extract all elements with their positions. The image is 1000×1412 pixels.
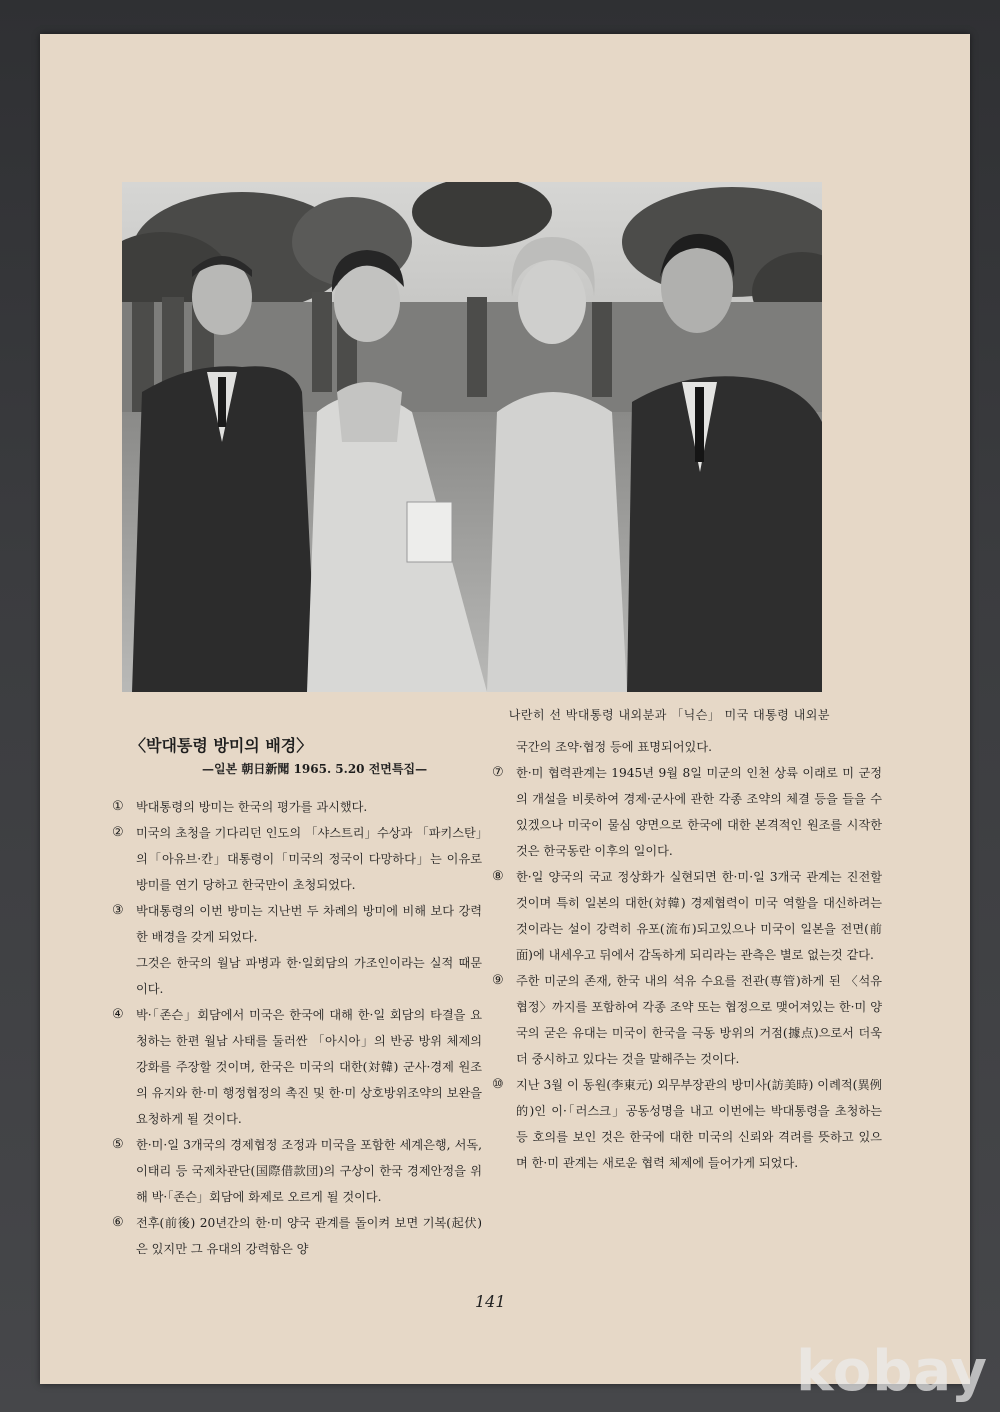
item-text: 박·「존슨」회담에서 미국은 한국에 대해 한·일 회담의 타결을 요청하는 한편 월남 사태를 둘러싼 「아시아」의 반공 방위 체제의 강화를 주장할 것이며, 한국은 미국의 대한(対韓) 군사·경제 원조의 유지와 한·미 행정협정의 촉진 및 한·미 상호방위조약의 보완을 요청하게 될 것이다. — [136, 1008, 482, 1126]
photo-illustration — [122, 182, 822, 692]
list-item — [112, 1210, 482, 1262]
photo-caption: 나란히 선 박대통령 내외분과 「닉슨」 미국 대통령 내외분 — [508, 708, 830, 722]
document-page — [40, 34, 970, 1384]
list-item — [492, 760, 882, 864]
item-number: ② — [112, 825, 124, 840]
item-number: ⑦ — [492, 765, 504, 780]
list-item — [112, 794, 482, 820]
item-number: ⑩ — [492, 1077, 504, 1092]
item-text: 박대통령의 방미는 한국의 평가를 과시했다. — [136, 800, 368, 814]
list-item — [112, 1132, 482, 1210]
item-continuation: 그것은 한국의 월남 파병과 한·일회담의 가조인이라는 실적 때문이다. — [136, 956, 482, 996]
item-text: 한·일 양국의 국교 정상화가 실현되면 한·미·일 3개국 관계는 진전할 것이며 특히 일본의 대한(対韓) 경제협력이 미국 역할을 대신하려는 것이라는 설이 강력히 유포(流布)되고있으나 미국이 일본을 전면(前面)에 내세우고 뒤에서 감독하게 되리라는 관측은 별로 없는것 같다. — [516, 870, 882, 962]
list-item — [112, 820, 482, 898]
article-title: 〈박대통령 방미의 배경〉 — [130, 736, 313, 755]
item-continuation: 국간의 조약·협정 등에 표명되어있다. — [516, 740, 712, 754]
item-number: ④ — [112, 1007, 124, 1022]
article-right-column — [492, 734, 882, 1176]
item-text: 주한 미군의 존재, 한국 내의 석유 수요를 전관(専管)하게 된 〈석유협정〉까지를 포함하여 각종 조약 또는 협정으로 맺어져있는 한·미 양국의 굳은 유대는 미국이 한국을 극동 방위의 거점(據点)으로서 더욱 더 중시하고 있다는 것을 말해주는 것이다. — [516, 974, 882, 1066]
item-number: ⑨ — [492, 973, 504, 988]
list-item — [492, 968, 882, 1072]
article-source: —일본 朝日新聞 1965. 5.20 전면특집— — [202, 762, 428, 776]
group-photo — [122, 182, 822, 692]
item-number: ⑤ — [112, 1137, 124, 1152]
item-text: 전후(前後) 20년간의 한·미 양국 관계를 돌이켜 보면 기복(起伏)은 있지만 그 유대의 강력함은 양 — [136, 1216, 482, 1256]
item-text: 한·미·일 3개국의 경제협정 조정과 미국을 포함한 세계은행, 서독, 이태리 등 국제차관단(国際借款団)의 구상이 한국 경제안정을 위해 박·「존슨」회담에 화제로 오르게 될 것이다. — [136, 1138, 482, 1204]
article-left-column — [112, 734, 482, 1262]
list-item — [492, 1072, 882, 1176]
item-number: ③ — [112, 903, 124, 918]
list-item — [112, 1002, 482, 1132]
item-text: 한·미 협력관계는 1945년 9월 8일 미군의 인천 상륙 이래로 미 군정의 개설을 비롯하여 경제·군사에 관한 각종 조약의 체결 등을 들을 수 있겠으나 미국이 물심 양면으로 한국에 대한 본격적인 원조를 시작한 것은 한국동란 이후의 일이다. — [516, 766, 882, 858]
item-number: ① — [112, 799, 124, 814]
item-number: ⑥ — [112, 1215, 124, 1230]
watermark-logo: kobay — [796, 1339, 988, 1404]
item-number: ⑧ — [492, 869, 504, 884]
item-text: 박대통령의 이번 방미는 지난번 두 차례의 방미에 비해 보다 강력한 배경을 갖게 되었다. — [136, 904, 482, 944]
item-text: 지난 3월 이 동원(李東元) 외무부장관의 방미사(訪美時) 이례적(異例的)인 이·「러스크」공동성명을 내고 이번에는 박대통령을 초청하는 등 호의를 보인 것은 한국에 대한 미국의 신뢰와 격려를 뜻하고 있으며 한·미 관계는 새로운 협력 체제에 들어가게 되었다. — [516, 1078, 882, 1170]
page-number: 141 — [475, 1292, 506, 1311]
list-item — [112, 898, 482, 950]
list-item — [492, 864, 882, 968]
item-text: 미국의 초청을 기다리던 인도의 「샤스트리」수상과 「파키스탄」의「아유브·칸」대통령이「미국의 정국이 다망하다」는 이유로 방미를 연기 당하고 한국만이 초청되었다. — [136, 826, 482, 892]
